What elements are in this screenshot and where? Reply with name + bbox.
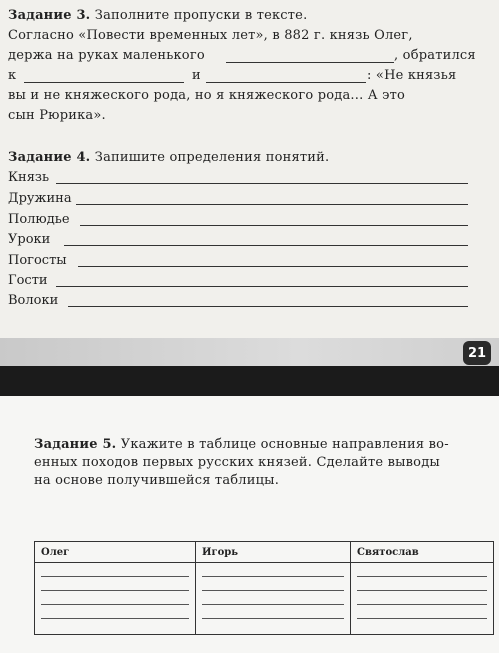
task5-text-line3: на основе получившейся таблицы. [34, 473, 280, 488]
task4-title: Задание 4. [8, 150, 91, 165]
task3-text-line3-and: и [192, 68, 201, 83]
campaigns-table [34, 541, 494, 635]
definition-line[interactable] [56, 183, 468, 184]
page-bottom-band [0, 338, 499, 366]
term-label: Полюдье [8, 212, 70, 227]
task3-heading [8, 8, 307, 24]
column-header-igor: Игорь [196, 542, 351, 563]
definition-line[interactable] [78, 266, 468, 267]
table-cell[interactable] [351, 563, 494, 635]
table-cell[interactable] [196, 563, 351, 635]
task5-heading [34, 437, 449, 453]
term-label: Волоки [8, 293, 59, 308]
definition-line[interactable] [68, 306, 468, 307]
term-label: Уроки [8, 232, 51, 247]
task3-text-line5: сын Рюрика». [8, 108, 106, 123]
task3-blank-3[interactable] [206, 82, 366, 83]
definition-line[interactable] [64, 245, 468, 246]
term-label: Погосты [8, 253, 67, 268]
task3-blank-1[interactable] [226, 62, 394, 63]
definition-line[interactable] [76, 204, 468, 205]
table-row [35, 563, 494, 635]
column-header-svyatoslav: Святослав [351, 542, 494, 563]
table-header-row [35, 542, 494, 563]
task5-text-line1: Укажите в таблице основные направления во- [120, 437, 449, 452]
task3-text-line2: держа на руках маленького [8, 48, 205, 63]
task3-instruction: Заполните пропуски в тексте. [94, 8, 308, 23]
task3-text-line1: Согласно «Повести временных лет», в 882 г. князь Олег, [8, 28, 413, 43]
task5-text-line2: енных походов первых русских князей. Сделайте выводы [34, 455, 440, 470]
task3-text-line4: вы и не княжеского рода, но я княжеского рода... А это [8, 88, 406, 103]
column-header-oleg: Олег [35, 542, 196, 563]
task4-heading [8, 150, 329, 166]
task3-text-line3-end: : «Не князья [367, 68, 457, 83]
page-number-badge: 21 [463, 341, 491, 365]
task4-instruction: Запишите определения понятий. [94, 150, 330, 165]
task3-blank-2[interactable] [24, 82, 184, 83]
task5-title: Задание 5. [34, 437, 117, 452]
task3-text-line2-end: , обратился [394, 48, 476, 63]
task3-title: Задание 3. [8, 8, 91, 23]
term-label: Дружина [8, 191, 72, 206]
definition-line[interactable] [80, 225, 468, 226]
term-label: Князь [8, 170, 50, 185]
definition-line[interactable] [56, 286, 468, 287]
term-label: Гости [8, 273, 48, 288]
table-cell[interactable] [35, 563, 196, 635]
task3-text-line3-start: к [8, 68, 17, 83]
